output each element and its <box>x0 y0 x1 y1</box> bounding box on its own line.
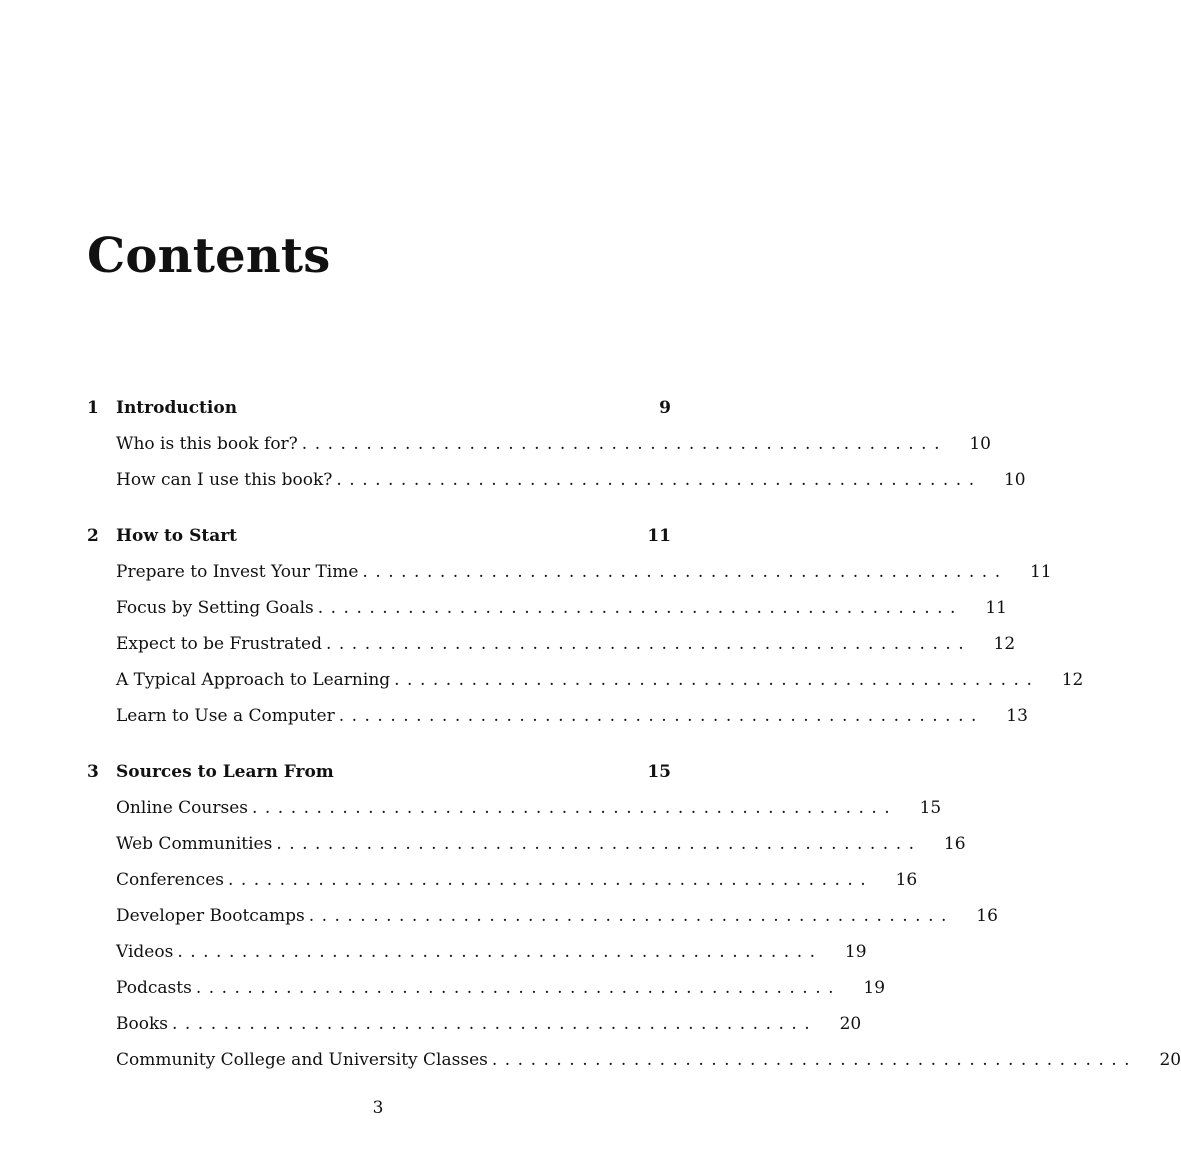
section-title: Videos <box>116 942 174 962</box>
section-title: Expect to be Frustrated <box>116 634 322 654</box>
section-page: 11 <box>1029 562 1052 582</box>
toc-section[interactable] <box>87 698 1028 734</box>
section-page: 20 <box>839 1014 862 1034</box>
section-title: Conferences <box>116 870 224 890</box>
footer-page-number: 3 <box>372 1098 384 1118</box>
toc-section[interactable] <box>87 462 1026 498</box>
dot-leader: .................................................. <box>317 598 963 618</box>
toc-section[interactable] <box>87 1042 1181 1078</box>
toc-section[interactable] <box>87 790 942 826</box>
section-page: 10 <box>1003 470 1026 490</box>
chapter-page: 11 <box>647 526 671 546</box>
toc-section[interactable] <box>87 934 867 970</box>
chapter-number: 2 <box>87 526 99 546</box>
chapter-page: 15 <box>647 762 671 782</box>
dot-leader: .................................................. <box>394 670 1040 690</box>
toc-section[interactable] <box>87 662 1084 698</box>
dot-leader: .................................................. <box>336 470 982 490</box>
toc-chapter-1[interactable] <box>87 390 671 426</box>
dot-leader: .................................................. <box>177 942 823 962</box>
section-title: How can I use this book? <box>116 470 333 490</box>
dot-leader: .................................................. <box>325 634 972 654</box>
dot-leader: .................................................. <box>252 798 898 818</box>
section-page: 12 <box>993 634 1016 654</box>
section-page: 13 <box>1006 706 1028 726</box>
dot-leader: .................................................. <box>172 1014 818 1034</box>
dot-leader: .................................................. <box>301 434 947 454</box>
section-title: Community College and University Classes <box>116 1050 488 1070</box>
toc-section[interactable] <box>87 426 991 462</box>
toc-section[interactable] <box>87 826 966 862</box>
section-title: Web Communities <box>116 834 273 854</box>
chapter-number: 1 <box>87 398 99 418</box>
section-page: 16 <box>976 906 998 926</box>
section-title: Learn to Use a Computer <box>116 706 335 726</box>
section-title: Podcasts <box>116 978 192 998</box>
section-page: 10 <box>969 434 991 454</box>
section-title: Who is this book for? <box>116 434 298 454</box>
dot-leader: .................................................. <box>195 978 842 998</box>
toc-section[interactable] <box>87 1006 862 1042</box>
chapter-title: Sources to Learn From <box>116 762 334 782</box>
toc-section[interactable] <box>87 898 998 934</box>
dot-leader: .................................................. <box>276 834 922 854</box>
toc-section[interactable] <box>87 862 918 898</box>
chapter-number: 3 <box>87 762 99 782</box>
page-title: Contents <box>87 228 331 284</box>
section-title: Developer Bootcamps <box>116 906 305 926</box>
section-title: Books <box>116 1014 168 1034</box>
chapter-spacer <box>87 498 671 518</box>
chapter-title: How to Start <box>116 526 238 546</box>
section-title: A Typical Approach to Learning <box>116 670 391 690</box>
section-page: 11 <box>985 598 1007 618</box>
toc-section[interactable] <box>87 554 1052 590</box>
dot-leader: .................................................. <box>362 562 1008 582</box>
section-title: Prepare to Invest Your Time <box>116 562 359 582</box>
dot-leader: .................................................. <box>228 870 874 890</box>
dot-leader: .................................................. <box>491 1050 1138 1070</box>
section-page: 19 <box>863 978 886 998</box>
section-page: 15 <box>919 798 942 818</box>
dot-leader: .................................................. <box>308 906 954 926</box>
toc-section[interactable] <box>87 626 1016 662</box>
toc-section[interactable] <box>87 970 886 1006</box>
section-page: 19 <box>844 942 867 962</box>
toc-chapter-2[interactable] <box>87 518 671 554</box>
table-of-contents <box>87 390 1181 1078</box>
chapter-spacer <box>87 734 671 754</box>
section-page: 16 <box>943 834 966 854</box>
section-title: Focus by Setting Goals <box>116 598 314 618</box>
dot-leader: .................................................. <box>338 706 984 726</box>
chapter-title: Introduction <box>116 398 238 418</box>
section-page: 12 <box>1061 670 1084 690</box>
chapter-page: 9 <box>659 398 671 418</box>
section-title: Online Courses <box>116 798 248 818</box>
toc-section[interactable] <box>87 590 1007 626</box>
toc-chapter-3[interactable] <box>87 754 671 790</box>
section-page: 20 <box>1159 1050 1181 1070</box>
section-page: 16 <box>895 870 918 890</box>
